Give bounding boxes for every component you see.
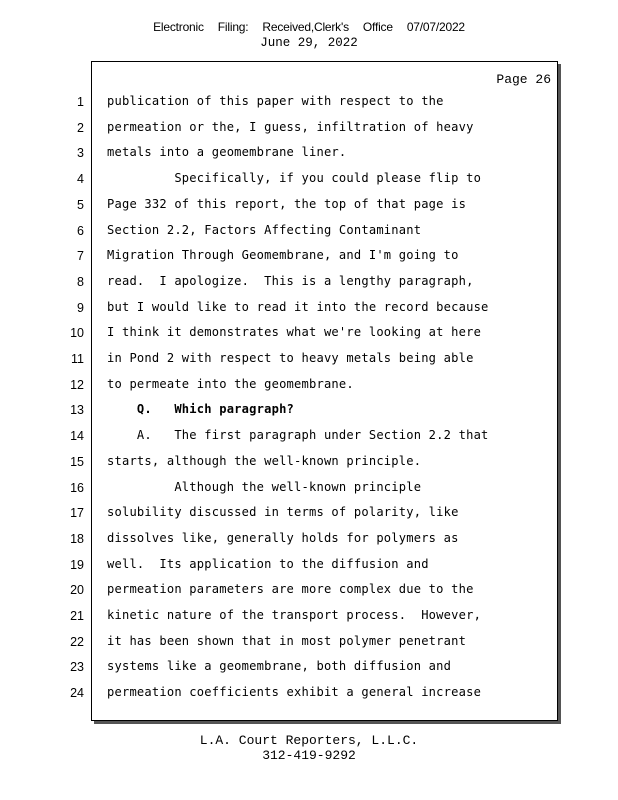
line-text: permeation or the, I guess, infiltration of heavy: [107, 119, 474, 134]
line-text: Section 2.2, Factors Affecting Contaminant: [107, 222, 422, 237]
line-number: 12: [70, 377, 84, 392]
line-text: solubility discussed in terms of polarity, like: [107, 505, 459, 520]
line-text: Specifically, if you could please flip to: [107, 171, 482, 186]
transcript-line: [0, 269, 618, 295]
transcript-line: [0, 500, 618, 526]
filing-received: Received,Clerk's: [262, 20, 349, 34]
line-number: 23: [70, 660, 84, 675]
transcript-line: [0, 577, 618, 603]
line-number: 10: [70, 326, 84, 341]
transcript-line: [0, 218, 618, 244]
filing-date: 07/07/2022: [406, 20, 465, 34]
line-number: 7: [77, 249, 84, 264]
transcript-line: [0, 346, 618, 372]
transcript-line: [0, 423, 618, 449]
line-number: 3: [77, 146, 84, 161]
line-text: systems like a geomembrane, both diffusion and: [107, 659, 452, 674]
line-text: it has been shown that in most polymer penetrant: [107, 633, 467, 648]
line-number: 15: [70, 454, 84, 469]
line-number: 22: [70, 634, 84, 649]
line-number: 21: [70, 609, 84, 623]
transcript-line: [0, 680, 618, 706]
line-text: publication of this paper with respect to the: [107, 94, 444, 108]
line-text: Migration Through Geomembrane, and I'm going to: [107, 248, 459, 263]
reporter-phone: 312-419-9292: [262, 748, 356, 763]
page-number: Page 26: [496, 72, 551, 87]
line-number: 8: [77, 274, 84, 289]
transcript-date: June 29, 2022: [260, 36, 358, 50]
reporter-company: L.A. Court Reporters, L.L.C.: [199, 733, 419, 748]
line-number: 14: [70, 429, 84, 444]
line-number: 17: [70, 506, 84, 521]
transcript-line: [0, 449, 618, 475]
filing-electronic: Electronic: [153, 20, 204, 34]
line-text: Page 332 of this report, the top of that page is: [107, 196, 467, 211]
line-text: to permeate into the geomembrane.: [107, 376, 354, 391]
line-number: 1: [77, 95, 84, 109]
transcript-line: [0, 629, 618, 655]
line-text: read. I apologize. This is a lengthy paragraph,: [107, 273, 474, 288]
transcript-line: [0, 295, 618, 321]
line-text: A. The first paragraph under Section 2.2 that: [107, 428, 489, 443]
transcript-line: [0, 320, 618, 346]
transcript-line: [0, 243, 618, 269]
line-text: dissolves like, generally holds for polymers as: [107, 530, 459, 545]
filing-filing: Filing:: [217, 20, 249, 34]
line-text: in Pond 2 with respect to heavy metals being able: [107, 351, 474, 365]
line-text: permeation parameters are more complex due to the: [107, 582, 474, 597]
line-number: 5: [77, 197, 84, 212]
line-number: 19: [70, 557, 84, 572]
transcript-line: [0, 526, 618, 552]
transcript-line: [0, 140, 618, 166]
line-number: 2: [77, 120, 84, 135]
line-number: 6: [77, 223, 84, 238]
line-text: well. Its application to the diffusion and: [107, 556, 429, 571]
line-number: 24: [70, 686, 84, 701]
transcript-line: [0, 89, 618, 115]
transcript-line: [0, 475, 618, 501]
line-text: starts, although the well-known principle.: [107, 453, 422, 468]
transcript-line: [0, 397, 618, 423]
line-number: 11: [71, 352, 84, 366]
line-number: 13: [70, 403, 84, 418]
line-number: 18: [70, 531, 84, 546]
footer: [0, 733, 618, 763]
filing-office: Office: [362, 20, 393, 34]
filing-stamp: [0, 20, 618, 34]
line-text: but I would like to read it into the record because: [107, 299, 489, 314]
line-text: metals into a geomembrane liner.: [107, 145, 347, 160]
line-text: I think it demonstrates what we're looking at here: [107, 325, 482, 340]
transcript-line: [0, 603, 618, 629]
transcript-line: [0, 115, 618, 141]
line-number: 4: [77, 172, 84, 187]
transcript-line: [0, 166, 618, 192]
line-number: 16: [70, 480, 84, 495]
line-text: kinetic nature of the transport process. However,: [107, 608, 482, 622]
line-text: Although the well-known principle: [107, 479, 422, 494]
transcript-line: [0, 654, 618, 680]
line-text: Q. Which paragraph?: [107, 402, 295, 417]
line-text: permeation coefficients exhibit a general increase: [107, 685, 482, 700]
line-number: 9: [77, 300, 84, 315]
line-number: 20: [70, 583, 84, 598]
transcript-line: [0, 372, 618, 398]
transcript-line: [0, 192, 618, 218]
transcript-line: [0, 552, 618, 578]
